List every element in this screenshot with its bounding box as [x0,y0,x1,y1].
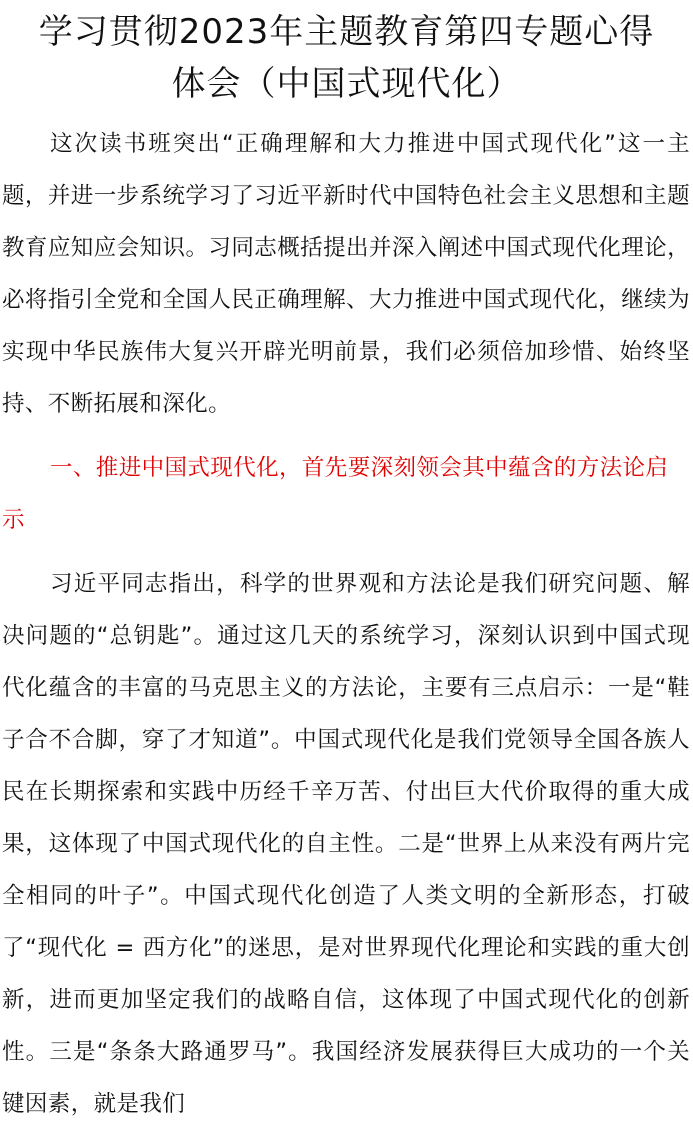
document-title-line2: 体会（中国式现代化） [171,64,522,104]
body-paragraph-methodology: 习近平同志指出，科学的世界观和方法论是我们研究问题、解决问题的“总钥匙”。通过这几天的系统学习，深刻认识到中国式现代化蕴含的丰富的马克思主义的方法论，主要有三点启示：一是“鞋子合不合脚，穿了才知道”。中国式现代化是我们党领导全国各族人民在长期探索和实践中历经千辛万苦、付出巨大代价取得的重大成果，这体现了中国式现代化的自主性。二是“世界上从来没有两片完全相同的叶子”。中国式现代化创造了人类文明的全新形态，打破了“现代化 = 西方化”的迷思，是对世界现代化理论和实践的重大创新，进而更加坚定我们的战略自信，这体现了中国式现代化的创新性。三是“条条大路通罗马”。我国经济发展获得巨大成功的一个关键因素，就是我们 [2,571,690,1117]
document-title-line1: 学习贯彻2023年主题教育第四专题心得 [38,12,655,52]
section-heading-1: 一、推进中国式现代化，首先要深刻领会其中蕴含的方法论启示 [2,455,669,533]
body-paragraph-intro: 这次读书班突出“正确理解和大力推进中国式现代化”这一主题，并进一步系统学习了习近平新时代中国特色社会主义思想和主题教育应知应会知识。习同志概括提出并深入阐述中国式现代化理论，必将指引全党和全国人民正确理解、大力推进中国式现代化，继续为实现中华民族伟大复兴开辟光明前景，我们必须倍加珍惜、始终坚持、不断拓展和深化。 [2,131,690,417]
